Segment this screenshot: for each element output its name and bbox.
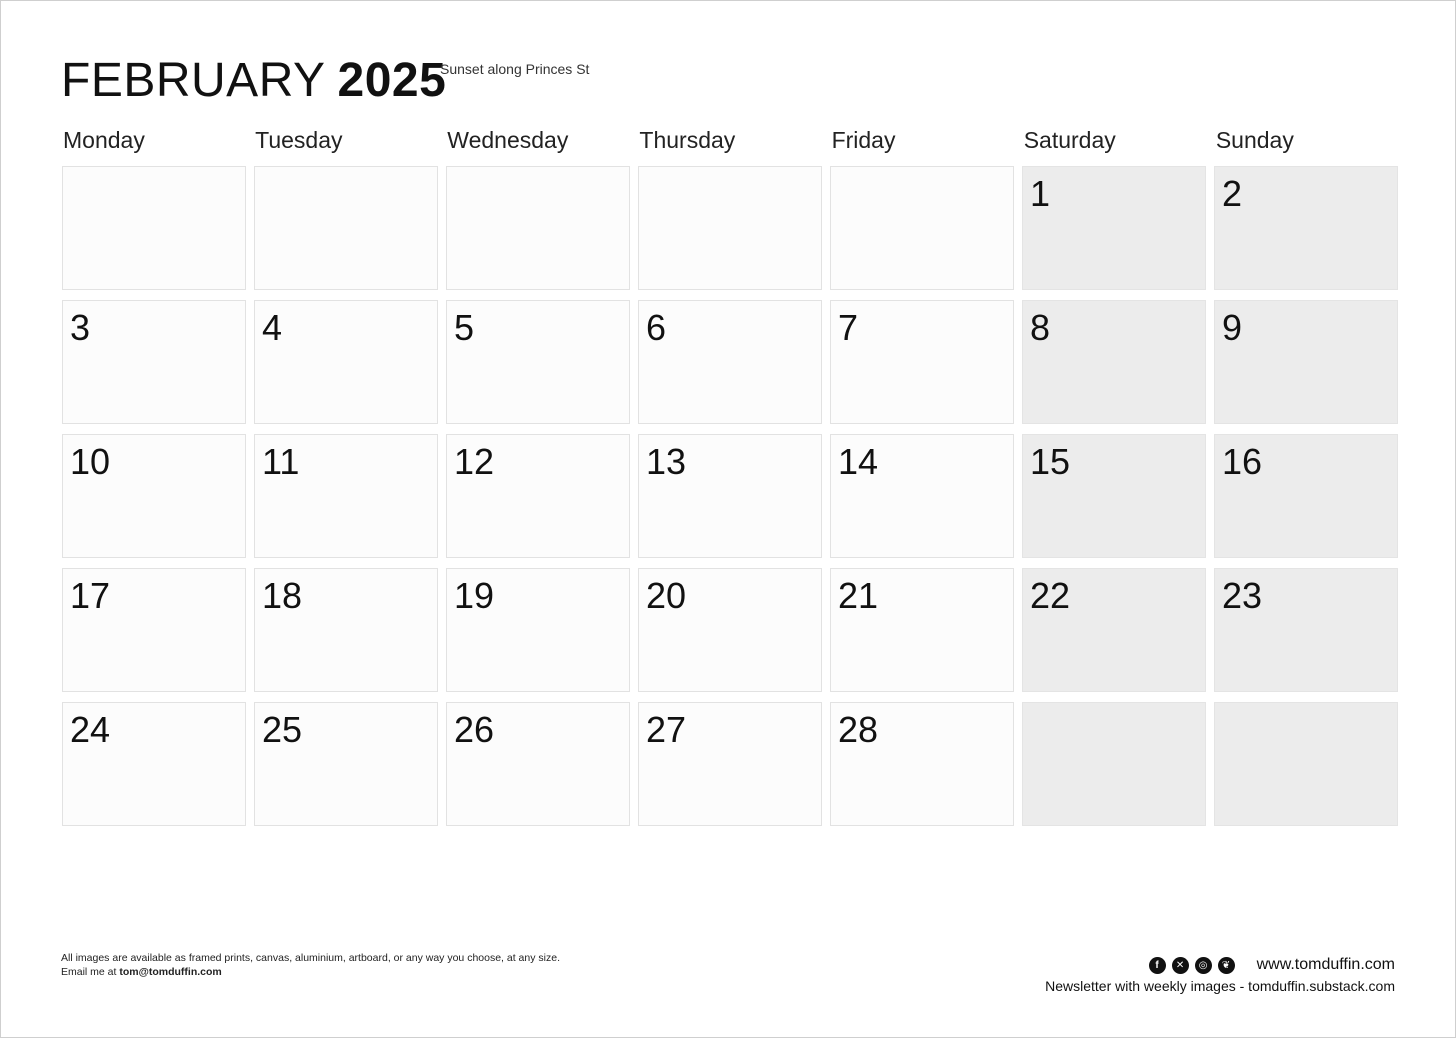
website-link[interactable]: www.tomduffin.com — [1256, 956, 1395, 973]
facebook-icon[interactable]: f — [1149, 957, 1166, 974]
day-cell — [638, 568, 822, 692]
weekday-wednesday: Wednesday — [447, 127, 569, 153]
newsletter-link[interactable]: Newsletter with weekly images - tomduffin.substack.com — [1045, 978, 1395, 994]
day-cell — [830, 568, 1014, 692]
day-cell — [1214, 166, 1398, 290]
day-number: 23 — [1222, 575, 1263, 616]
day-cell — [638, 166, 822, 290]
day-number: 4 — [262, 307, 283, 348]
year: 2025 — [337, 54, 447, 107]
day-number: 3 — [70, 307, 91, 348]
day-cell — [1022, 166, 1206, 290]
day-cell — [254, 300, 438, 424]
day-cell — [638, 702, 822, 826]
day-cell — [1022, 300, 1206, 424]
day-cell — [638, 300, 822, 424]
bluesky-icon[interactable]: ❦ — [1218, 957, 1235, 974]
day-number: 6 — [646, 307, 667, 348]
day-cell — [638, 434, 822, 558]
day-cell — [62, 434, 246, 558]
day-number: 5 — [454, 307, 475, 348]
day-number: 27 — [646, 709, 687, 750]
day-cell — [254, 434, 438, 558]
day-number: 2 — [1222, 173, 1243, 214]
day-number: 20 — [646, 575, 687, 616]
footer-email[interactable]: tom@tomduffin.com — [119, 966, 222, 978]
day-number: 18 — [262, 575, 303, 616]
page-title — [61, 51, 446, 111]
x-icon[interactable]: ✕ — [1172, 957, 1189, 974]
day-number: 14 — [838, 441, 879, 482]
footer-info — [61, 951, 560, 979]
weekday-tuesday: Tuesday — [255, 127, 343, 153]
day-cell — [254, 568, 438, 692]
day-number: 28 — [838, 709, 879, 750]
day-cell — [830, 702, 1014, 826]
day-number: 17 — [70, 575, 111, 616]
weekday-thursday: Thursday — [639, 127, 736, 153]
day-cell — [62, 702, 246, 826]
day-cell — [830, 434, 1014, 558]
day-cell — [1214, 568, 1398, 692]
day-cell — [446, 166, 630, 290]
day-number: 21 — [838, 575, 879, 616]
day-cell — [1214, 702, 1398, 826]
day-number: 10 — [70, 441, 111, 482]
instagram-icon[interactable]: ◎ — [1195, 957, 1212, 974]
weekday-friday: Friday — [831, 127, 896, 153]
day-number: 1 — [1030, 173, 1051, 214]
day-number: 8 — [1030, 307, 1051, 348]
day-number: 24 — [70, 709, 111, 750]
social-row — [1045, 956, 1395, 974]
weekday-saturday: Saturday — [1023, 127, 1116, 153]
day-number: 19 — [454, 575, 495, 616]
day-cell — [62, 300, 246, 424]
day-number: 16 — [1222, 441, 1263, 482]
day-cell — [1214, 300, 1398, 424]
day-number: 26 — [454, 709, 495, 750]
day-number: 25 — [262, 709, 303, 750]
day-number: 13 — [646, 441, 687, 482]
weekday-sunday: Sunday — [1215, 127, 1294, 153]
day-cell — [254, 702, 438, 826]
weekday-monday: Monday — [63, 127, 145, 153]
photo-caption: Sunset along Princes St — [440, 61, 590, 77]
day-cell — [62, 166, 246, 290]
day-number: 9 — [1222, 307, 1243, 348]
day-number: 15 — [1030, 441, 1071, 482]
day-cell — [446, 568, 630, 692]
footer-prints-note: All images are available as framed prints, canvas, aluminium, artboard, or any way you choose, at any size. — [61, 952, 560, 964]
footer-links — [1045, 956, 1395, 994]
day-number: 7 — [838, 307, 859, 348]
day-cell — [446, 434, 630, 558]
weekday-header-row — [62, 127, 1398, 163]
day-cell — [254, 166, 438, 290]
day-cell — [446, 702, 630, 826]
day-cell — [830, 166, 1014, 290]
day-cell — [1214, 434, 1398, 558]
day-number: 12 — [454, 441, 495, 482]
day-number: 22 — [1030, 575, 1071, 616]
day-cell — [62, 568, 246, 692]
footer-email-prefix: Email me at — [61, 966, 120, 978]
day-cell — [1022, 434, 1206, 558]
day-cell — [446, 300, 630, 424]
day-cell — [1022, 568, 1206, 692]
day-number: 11 — [262, 441, 300, 482]
day-cell — [1022, 702, 1206, 826]
calendar-grid — [62, 166, 1398, 828]
month-name: FEBRUARY — [61, 54, 326, 107]
footer-email-line — [61, 965, 560, 979]
day-cell — [830, 300, 1014, 424]
